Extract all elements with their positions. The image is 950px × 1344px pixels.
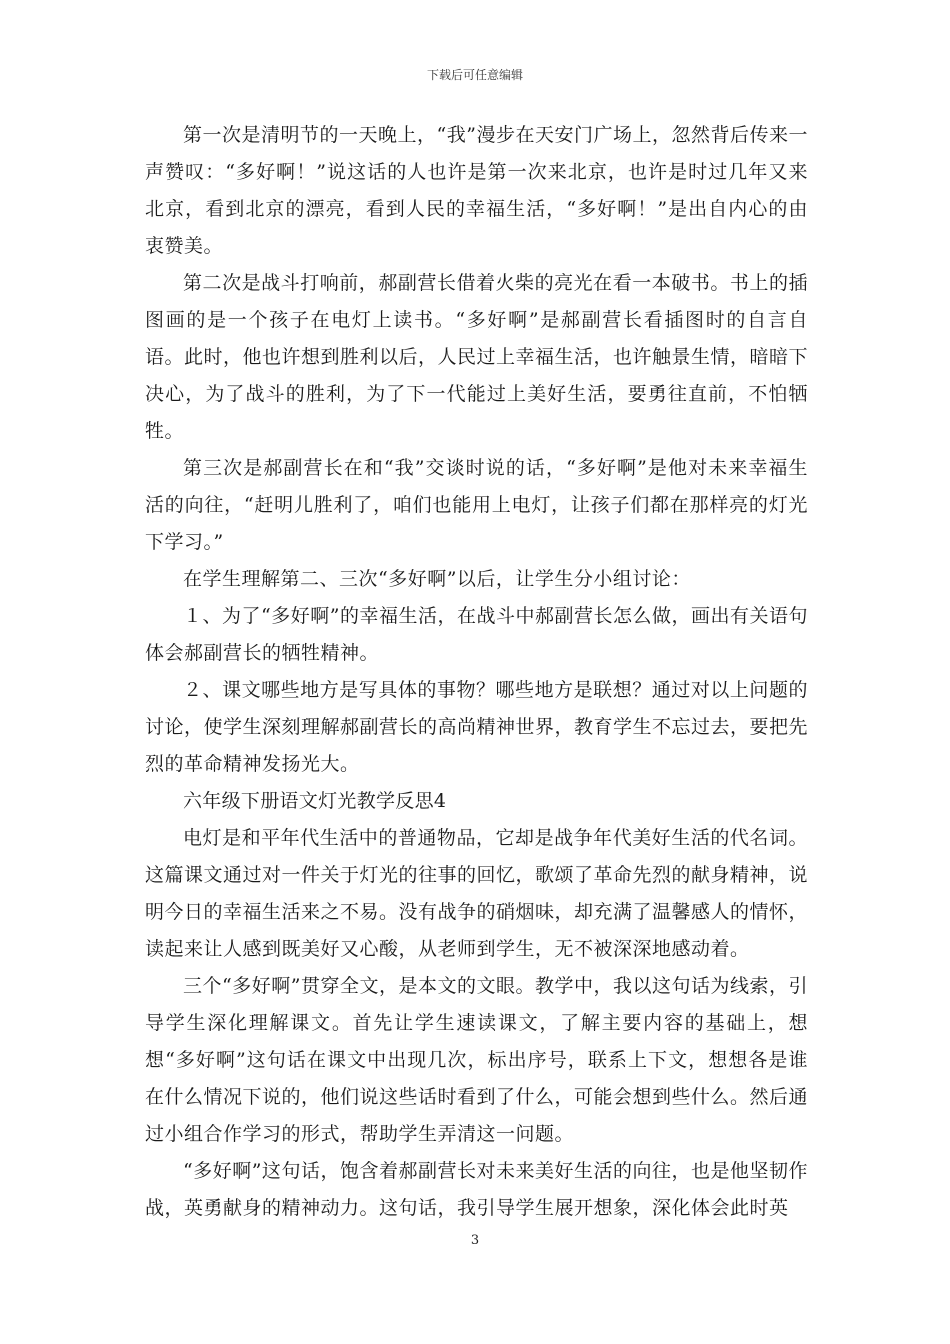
paragraph-question-2: ２、课文哪些地方是写具体的事物？哪些地方是联想？通过对以上问题的讨论，使学生深刻理解郝副营长的高尚精神世界，教育学生不忘过去，要把先烈的革命精神发扬光大。 xyxy=(145,679,809,775)
paragraph-group-discussion: 在学生理解第二、三次“多好啊”以后，让学生分小组讨论： xyxy=(183,568,691,590)
paragraph-yearning: “多好啊”这句话，饱含着郝副营长对未来美好生活的向往，也是他坚韧作战，英勇献身的精神动力。这句话，我引导学生展开想象，深化体会此时英 xyxy=(145,1160,808,1219)
section-heading: 六年级下册语文灯光教学反思4 xyxy=(183,790,447,812)
paragraph-first-occurrence: 第一次是清明节的一天晚上，“我”漫步在天安门广场上，忽然背后传来一声赞叹：“多好啊！”说这话的人也许是第一次来北京，也许是时过几年又来北京，看到北京的漂亮，看到人民的幸福生活，“多好啊！”是出自内心的由衷赞美。 xyxy=(145,124,808,257)
paragraph-electric-light: 电灯是和平年代生活中的普通物品，它却是战争年代美好生活的代名词。这篇课文通过对一件关于灯光的往事的回忆，歌颂了革命先烈的献身精神，说明今日的幸福生活来之不易。没有战争的硝烟味，却充满了温馨感人的情怀，读起来让人感到既美好又心酸，从老师到学生，无不被深深地感动着。 xyxy=(145,827,809,960)
page-header: 下载后可任意编辑 xyxy=(426,68,523,82)
paragraph-three-duohaoa: 三个“多好啊”贯穿全文，是本文的文眼。教学中，我以这句话为线索，引导学生深化理解课文。首先让学生速读课文，了解主要内容的基础上，想想“多好啊”这句话在课文中出现几次，标出序号，联系上下文，想想各是谁在什么情况下说的，他们说这些话时看到了什么，可能会想到些什么。然后通过小组合作学习的形式，帮助学生弄清这一问题。 xyxy=(145,975,809,1145)
document-body xyxy=(145,117,808,1227)
page-number: 3 xyxy=(470,1233,480,1248)
paragraph-second-occurrence: 第二次是战斗打响前，郝副营长借着火柴的亮光在看一本破书。书上的插图画的是一个孩子在电灯上读书。“多好啊”是郝副营长看插图时的自言自语。此时，他也许想到胜利以后，人民过上幸福生活，也许触景生情，暗暗下决心，为了战斗的胜利，为了下一代能过上美好生活，要勇往直前，不怕牺牲。 xyxy=(145,272,809,442)
paragraph-third-occurrence: 第三次是郝副营长在和“我”交谈时说的话，“多好啊”是他对未来幸福生活的向往，“赶明儿胜利了，咱们也能用上电灯，让孩子们都在那样亮的灯光下学习。” xyxy=(145,457,808,553)
paragraph-question-1: １、为了“多好啊”的幸福生活，在战斗中郝副营长怎么做，画出有关语句体会郝副营长的牺牲精神。 xyxy=(145,605,808,664)
